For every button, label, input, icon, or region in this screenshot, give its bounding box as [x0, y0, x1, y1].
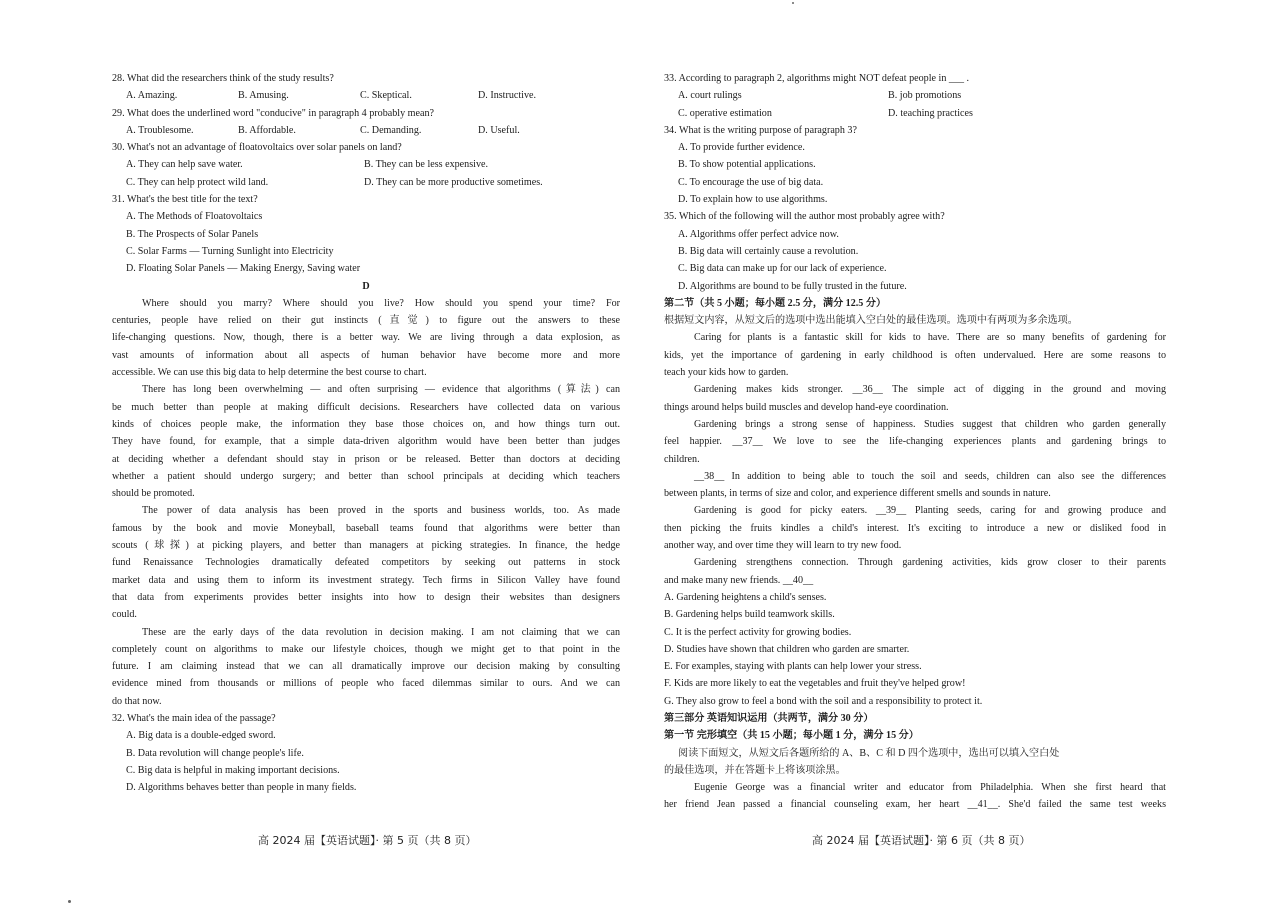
option: A. The Methods of Floatovoltaics — [126, 211, 263, 223]
text-line: kids, yet the importance of gardening in early childhood is often undervalued. Here are some reasons to — [664, 349, 1166, 361]
section-2-title: 第二节（共 5 小题；每小题 2.5 分，满分 12.5 分） — [664, 297, 887, 309]
cloze-paragraph-2 — [664, 381, 1166, 416]
text-line: completely count on algorithms to make our lifestyle choices, though we might get to that point in the — [112, 643, 620, 655]
option: A. Big data is a double-edged sword. — [126, 730, 276, 742]
option: C. Big data is helpful in making important decisions. — [126, 764, 340, 776]
option: B. Data revolution will change people's life. — [126, 747, 304, 759]
text-line: They have found, for example, that a simple data-driven algorithm would have been better than judges — [112, 436, 620, 448]
choice-option: C. It is the perfect activity for growing bodies. — [664, 626, 852, 638]
option: D. They can be more productive sometimes. — [364, 176, 543, 188]
option: B. Affordable. — [238, 124, 296, 136]
text-line: kinds of choices people make, the information they base those choices on, and how things turn out. — [112, 418, 620, 430]
text-line: whether a patient should undergo surgery; and better than school principals at deciding which teachers — [112, 470, 620, 482]
text-line: things around helps build muscles and develop hand-eye coordination. — [664, 401, 949, 413]
question-30-options-ab — [112, 156, 620, 173]
question-29-stem: 29. What does the underlined word "conducive" in paragraph 4 probably mean? — [112, 107, 434, 119]
choice-option: B. Gardening helps build teamwork skills. — [664, 609, 835, 621]
text-line: be much better than people at making difficult decisions. Researchers have collected data on various — [112, 401, 620, 413]
text-line: between plants, in terms of size and color, and experience different smells and sounds in nature. — [664, 488, 1051, 500]
question-32-stem: 32. What's the main idea of the passage? — [112, 712, 276, 724]
text-line: Caring for plants is a fantastic skill for kids to have. There are so many benefits of gardening for — [694, 332, 1166, 344]
option: D. Algorithms are bound to be fully trusted in the future. — [678, 280, 907, 292]
choice-option: A. Gardening heightens a child's senses. — [664, 591, 827, 603]
text-line: another way, and over time they will learn to try new food. — [664, 540, 902, 552]
question-31-stem: 31. What's the best title for the text? — [112, 194, 258, 206]
scan-speck — [792, 2, 794, 4]
text-line: famous by the book and movie Moneyball, baseball teams found that algorithms were better than — [112, 522, 620, 534]
page-footer-right: 高 2024 届【英语试题】· 第 6 页（共 8 页） — [812, 834, 1031, 847]
text-line: then picking the fruits kindles a child's interest. It's exciting to introduce a new or disliked food in — [664, 522, 1166, 534]
cloze-paragraph-4 — [664, 468, 1166, 503]
choice-option: G. They also grow to feel a bond with the soil and a responsibility to protect it. — [664, 695, 983, 707]
text-line: her friend Jean passed a financial counseling exam, her heart __41__. She'd failed the same test weeks — [664, 799, 1166, 811]
text-line: and make many new friends. __40__ — [664, 574, 814, 586]
part-3-instruction: 阅读下面短文，从短文后各题所给的 A、B、C 和 D 四个选项中，选出可以填入空白处 — [678, 747, 1060, 759]
question-33-stem: 33. According to paragraph 2, algorithms might NOT defeat people in ___ . — [664, 73, 970, 84]
option: D. Useful. — [478, 124, 520, 136]
text-line: Gardening makes kids stronger. __36__ The simple act of digging in the ground and moving — [694, 384, 1166, 396]
part-3-instruction: 的最佳选项，并在答题卡上将该项涂黑。 — [664, 764, 846, 776]
question-33-options-cd — [664, 105, 1166, 122]
part-3-title: 第三部分 英语知识运用（共两节，满分 30 分） — [664, 712, 874, 724]
choice-option: F. Kids are more likely to eat the vegetables and fruit they've helped grow! — [664, 678, 966, 690]
scan-speck — [68, 900, 71, 903]
option: C. Solar Farms — Turning Sunlight into Electricity — [126, 245, 334, 257]
text-line: centuries, people have relied on their gut instincts (直觉) to figure out the answers to these — [112, 315, 620, 327]
option: A. Algorithms offer perfect advice now. — [678, 228, 839, 240]
section-heading-d: D — [362, 280, 370, 292]
cloze-paragraph-1 — [664, 329, 1166, 381]
option: B. The Prospects of Solar Panels — [126, 228, 259, 240]
passage-paragraph-3 — [112, 502, 620, 623]
text-line: that data from experiments provides better insights into how to design their websites than designers — [112, 591, 620, 603]
text-line: Gardening strengthens connection. Through gardening activities, kids grow closer to their parents — [694, 557, 1166, 569]
option: D. Floating Solar Panels — Making Energy, Saving water — [126, 263, 361, 275]
text-line: __38__ In addition to being able to touch the soil and seeds, children can also see the differences — [694, 470, 1166, 482]
text-line: Eugenie George was a financial writer and educator from Philadelphia. When she first heard that — [694, 782, 1166, 794]
text-line: Gardening brings a strong sense of happiness. Studies suggest that children who garden generally — [694, 418, 1166, 430]
page-footer-left: 高 2024 届【英语试题】· 第 5 页（共 8 页） — [258, 834, 477, 847]
section-2-instruction: 根据短文内容，从短文后的选项中选出能填入空白处的最佳选项。选项中有两项为多余选项。 — [664, 315, 1078, 327]
text-line: Where should you marry? Where should you live? How should you spend your time? For — [142, 297, 620, 309]
option: A. Amazing. — [126, 90, 178, 102]
text-line: accessible. We can use this big data to help determine the best course to chart. — [112, 367, 427, 379]
text-line: could. — [112, 609, 137, 621]
choice-option: E. For examples, staying with plants can help lower your stress. — [664, 661, 922, 673]
option: D. teaching practices — [888, 107, 973, 119]
option: B. They can be less expensive. — [364, 159, 488, 171]
option: A. To provide further evidence. — [678, 142, 805, 154]
question-30-options-cd — [112, 174, 620, 191]
text-line: There has long been overwhelming — and often surprising — evidence that algorithms (算法) can — [142, 384, 620, 396]
text-line: evidence mined from thousands or millions of people who faced dilemmas similar to ours. And we can — [112, 678, 620, 690]
cloze-paragraph-5 — [664, 502, 1166, 554]
part-3-section-1-title: 第一节 完形填空（共 15 小题；每小题 1 分，满分 15 分） — [664, 730, 919, 742]
passage-paragraph-2 — [112, 381, 620, 502]
option: B. Amusing. — [238, 90, 289, 102]
option: C. To encourage the use of big data. — [678, 176, 824, 188]
option: C. Skeptical. — [360, 90, 412, 102]
option: D. Instructive. — [478, 90, 537, 102]
text-line: vast amounts of information about all aspects of human behavior have become more and more — [112, 349, 620, 361]
cloze-paragraph-3 — [664, 416, 1166, 468]
text-line: The power of data analysis has been proved in the sports and business worlds, too. As made — [142, 505, 620, 517]
option: C. Big data can make up for our lack of experience. — [678, 263, 887, 275]
text-line: These are the early days of the data revolution in decision making. I am not claiming that we can — [142, 626, 620, 638]
left-page — [112, 70, 620, 796]
option: B. To show potential applications. — [678, 159, 816, 171]
option: C. operative estimation — [678, 107, 772, 119]
text-line: market data and using them to inform its investment strategy. Tech firms in Silicon Valley have found — [112, 574, 620, 586]
question-33-options-ab — [664, 87, 1166, 104]
text-line: should be promoted. — [112, 488, 195, 500]
option: A. Troublesome. — [126, 124, 194, 136]
option: A. They can help save water. — [126, 159, 243, 171]
option: D. Algorithms behaves better than people in many fields. — [126, 782, 357, 794]
option: D. To explain how to use algorithms. — [678, 194, 828, 206]
question-28-options — [112, 87, 620, 104]
text-line: scouts (球探) at picking players, and better than managers at picking strategies. In finance, the hedge — [112, 540, 620, 552]
option: A. court rulings — [678, 90, 742, 102]
question-35-stem: 35. Which of the following will the author most probably agree with? — [664, 211, 945, 223]
story-paragraph — [664, 779, 1166, 814]
option: C. Demanding. — [360, 124, 422, 136]
cloze-paragraph-6 — [664, 554, 1166, 589]
question-30-stem: 30. What's not an advantage of floatovoltaics over solar panels on land? — [112, 142, 402, 154]
right-page — [664, 70, 1166, 814]
text-line: at deciding whether a defendant should stay in prison or be released. Better than doctors at deciding — [112, 453, 620, 465]
passage-paragraph-1 — [112, 295, 620, 381]
text-line: do that now. — [112, 695, 162, 707]
text-line: fund Renaissance Technologies dramatically defeated competitors by seeking out patterns in stock — [112, 557, 620, 569]
choice-option: D. Studies have shown that children who garden are smarter. — [664, 643, 910, 655]
option: B. Big data will certainly cause a revolution. — [678, 245, 859, 257]
question-34-stem: 34. What is the writing purpose of paragraph 3? — [664, 124, 857, 136]
passage-paragraph-4 — [112, 624, 620, 710]
question-29-options — [112, 122, 620, 139]
text-line: teach your kids how to garden. — [664, 367, 789, 379]
option: C. They can help protect wild land. — [126, 176, 269, 188]
text-line: life-changing questions. Now, though, there is a better way. We are living through a data explosion, as — [112, 332, 620, 344]
text-line: future. I am claiming instead that we can all dramatically improve our decision making by consulting — [112, 661, 620, 673]
text-line: Gardening is good for picky eaters. __39__ Planting seeds, caring for and growing produce and — [694, 505, 1166, 517]
question-28-stem: 28. What did the researchers think of the study results? — [112, 73, 334, 84]
option: B. job promotions — [888, 90, 962, 102]
text-line: feel happier. __37__ We love to see the life-changing experiences plants and gardening brings to — [664, 436, 1166, 448]
text-line: children. — [664, 453, 700, 465]
